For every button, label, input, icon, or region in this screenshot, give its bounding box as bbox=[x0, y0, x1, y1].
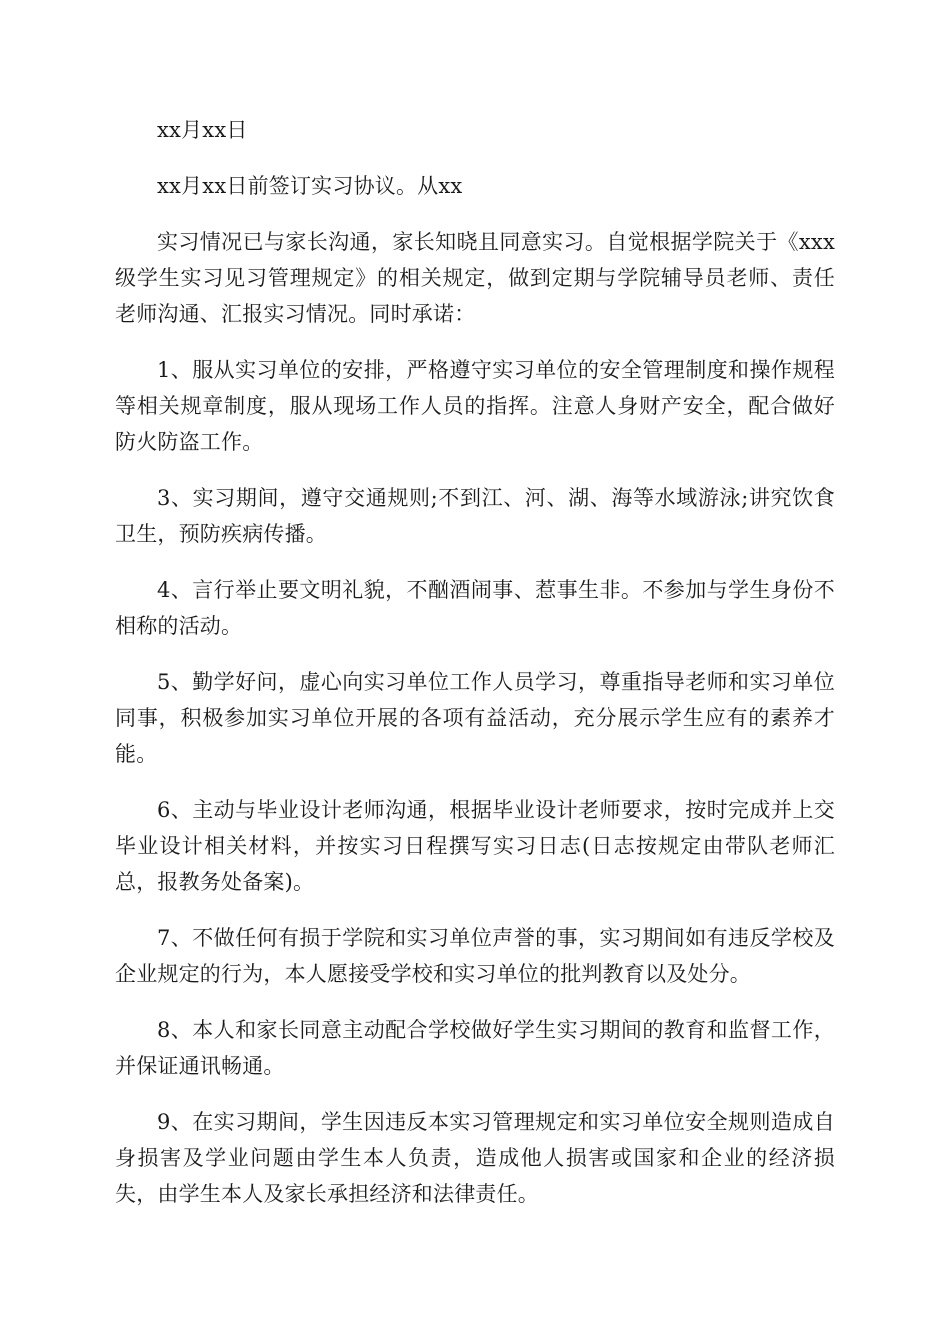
parent-consent-paragraph: 实习情况已与家长沟通，家长知晓且同意实习。自觉根据学院关于《xxx级学生实习见习管理规定》的相关规定，做到定期与学院辅导员老师、责任老师沟通、汇报实习情况。同时承诺： bbox=[115, 230, 835, 326]
pledge-item-1: 1、服从实习单位的安排，严格遵守实习单位的安全管理制度和操作规程等相关规章制度，服从现场工作人员的指挥。注意人身财产安全，配合做好防火防盗工作。 bbox=[115, 358, 835, 454]
pledge-item-8: 8、本人和家长同意主动配合学校做好学生实习期间的教育和监督工作，并保证通讯畅通。 bbox=[115, 1018, 835, 1078]
agreement-signing-line: xx月xx日前签订实习协议。从xx bbox=[157, 174, 463, 198]
pledge-item-7: 7、不做任何有损于学院和实习单位声誉的事，实习期间如有违反学校及企业规定的行为，本人愿接受学校和实习单位的批判教育以及处分。 bbox=[115, 926, 835, 986]
document-body bbox=[115, 112, 835, 1232]
date-line: xx月xx日 bbox=[157, 118, 248, 142]
pledge-item-6: 6、主动与毕业设计老师沟通，根据毕业设计老师要求，按时完成并上交毕业设计相关材料，并按实习日程撰写实习日志(日志按规定由带队老师汇总，报教务处备案)。 bbox=[115, 798, 835, 894]
pledge-item-3: 3、实习期间，遵守交通规则;不到江、河、湖、海等水域游泳;讲究饮食卫生，预防疾病传播。 bbox=[115, 486, 835, 546]
pledge-item-5: 5、勤学好问，虚心向实习单位工作人员学习，尊重指导老师和实习单位同事，积极参加实习单位开展的各项有益活动，充分展示学生应有的素养才能。 bbox=[115, 670, 835, 766]
pledge-item-4: 4、言行举止要文明礼貌，不酗酒闹事、惹事生非。不参加与学生身份不相称的活动。 bbox=[115, 578, 835, 638]
pledge-item-9: 9、在实习期间，学生因违反本实习管理规定和实习单位安全规则造成自身损害及学业问题由学生本人负责，造成他人损害或国家和企业的经济损失，由学生本人及家长承担经济和法律责任。 bbox=[115, 1110, 835, 1206]
